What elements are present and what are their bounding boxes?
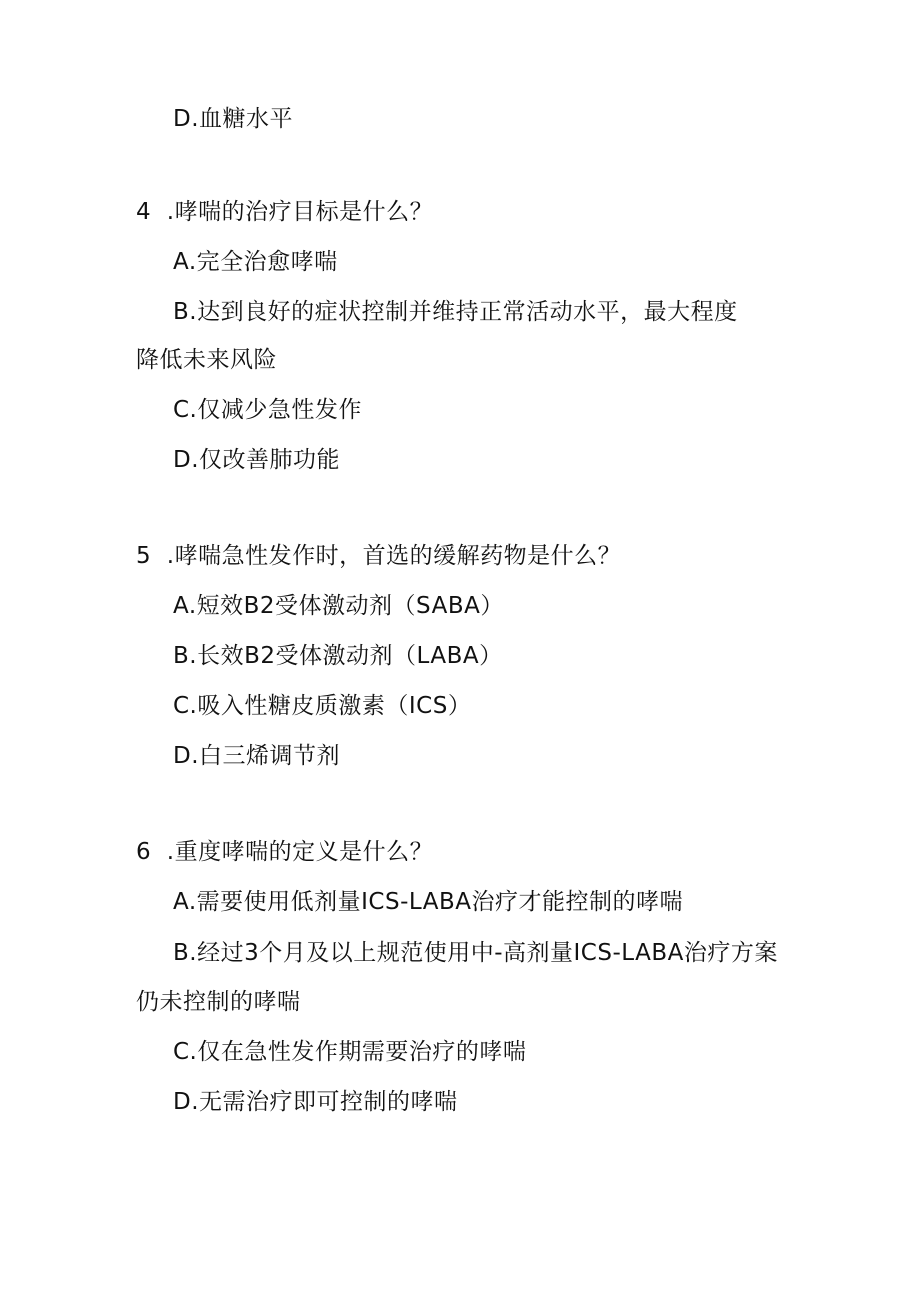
q4-option-d: D.仅改善肺功能 (173, 447, 341, 473)
q6-option-b: B.经过3个月及以上规范使用中-高剂量ICS-LABA治疗方案 (173, 940, 778, 966)
q5-option-b: B.长效B2受体激动剂（LABA） (173, 643, 503, 669)
q6-option-b-continuation: 仍未控制的哮喘 (136, 989, 301, 1015)
q6-option-d: D.无需治疗即可控制的哮喘 (173, 1089, 458, 1115)
q6-option-a: A.需要使用低剂量ICS-LABA治疗才能控制的哮喘 (173, 889, 683, 915)
q4-title: 4 .哮喘的治疗目标是什么？ (136, 199, 434, 225)
q5-option-c: C.吸入性糖皮质激素（ICS） (173, 693, 472, 719)
q5-option-d: D.白三烯调节剂 (173, 743, 341, 769)
q5-option-a: A.短效B2受体激动剂（SABA） (173, 593, 504, 619)
q4-option-c: C.仅减少急性发作 (173, 397, 362, 423)
q4-option-b: B.达到良好的症状控制并维持正常活动水平，最大程度 (173, 299, 738, 325)
q3-option-d: D.血糖水平 (173, 106, 294, 132)
q4-option-b-continuation: 降低未来风险 (136, 347, 277, 373)
q6-option-c: C.仅在急性发作期需要治疗的哮喘 (173, 1039, 527, 1065)
q5-title: 5 .哮喘急性发作时，首选的缓解药物是什么？ (136, 543, 622, 569)
q4-option-a: A.完全治愈哮喘 (173, 249, 338, 275)
q6-title: 6 .重度哮喘的定义是什么？ (136, 839, 434, 865)
